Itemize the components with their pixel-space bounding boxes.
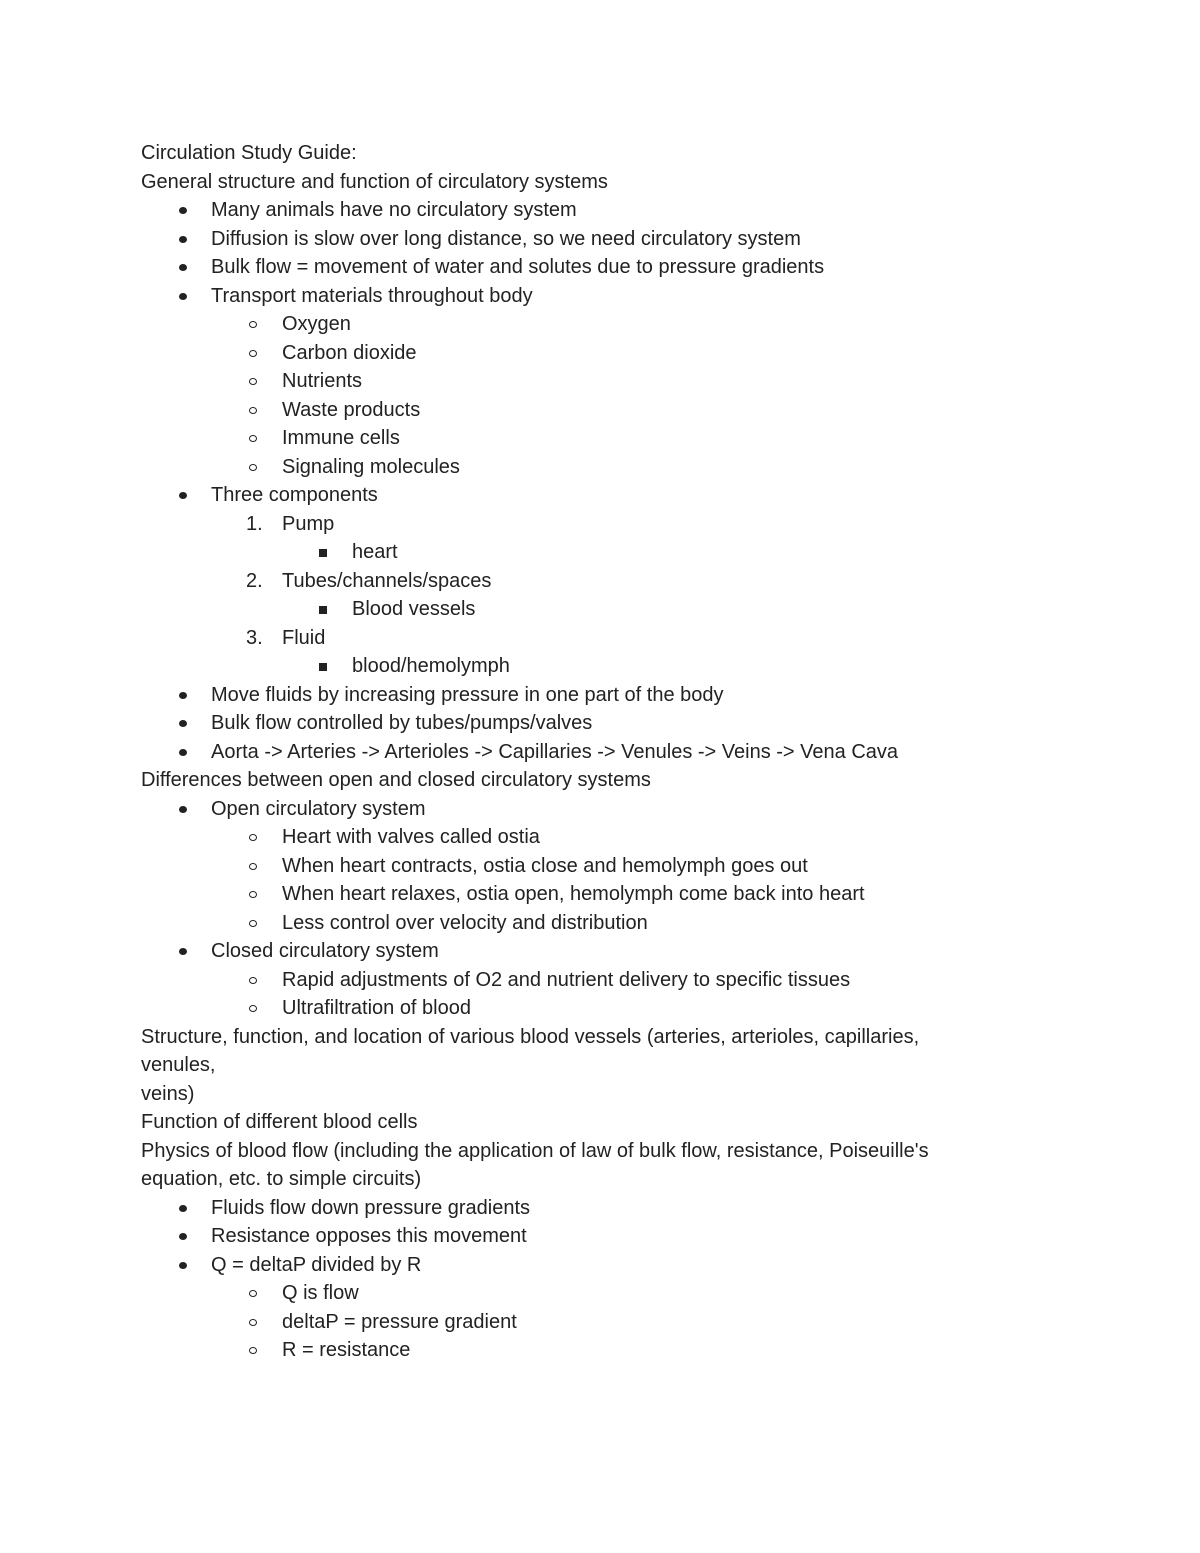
section-heading: Structure, function, and location of various blood vessels (arteries, arterioles, capillaries, [141, 1025, 920, 1048]
bullet-circle-icon [249, 350, 257, 357]
list-item-text: Diffusion is slow over long distance, so we need circulatory system [211, 227, 801, 250]
list-item-text: Resistance opposes this movement [211, 1225, 527, 1247]
sub-list-item-text: Oxygen [282, 313, 351, 335]
sub-list-item-text: deltaP = pressure gradient [282, 1310, 517, 1333]
bullet-disc-icon [179, 1205, 187, 1212]
sub-list-item-text: R = resistance [282, 1339, 411, 1361]
bullet-disc-icon [179, 749, 187, 756]
bullet-circle-icon [249, 977, 257, 984]
numbered-item-text: Fluid [282, 626, 326, 649]
list-item-text: Open circulatory system [211, 797, 426, 820]
bullet-disc-icon [179, 264, 187, 271]
sub-list-item [0, 1336, 1200, 1365]
sub-list-item [0, 453, 1200, 482]
bullet-circle-icon [249, 464, 257, 471]
list-item [0, 709, 1200, 738]
sub-list-item [0, 1308, 1200, 1337]
list-item [0, 1194, 1200, 1223]
bullet-circle-icon [249, 1290, 257, 1297]
list-item-text: Q = deltaP divided by R [211, 1253, 422, 1276]
section-heading-continued: veins) [141, 1082, 195, 1105]
bullet-disc-icon [179, 293, 187, 300]
item-number: 1. [246, 512, 263, 535]
bullet-circle-icon [249, 378, 257, 385]
sub-list-item-text: When heart relaxes, ostia open, hemolymph come back into heart [282, 883, 865, 905]
list-item [0, 795, 1200, 824]
bullet-square-icon [319, 549, 327, 557]
bullet-circle-icon [249, 920, 257, 927]
bullet-circle-icon [249, 1347, 257, 1354]
document-page [0, 139, 1200, 1365]
list-item-text: Three components [211, 484, 378, 506]
sub-list-item-text: Waste products [282, 398, 421, 421]
sub-list-item [0, 396, 1200, 425]
list-item [0, 253, 1200, 282]
bullet-circle-icon [249, 1319, 257, 1326]
bullet-circle-icon [249, 1005, 257, 1012]
sub-list-item [0, 1279, 1200, 1308]
bullet-circle-icon [249, 834, 257, 841]
bullet-square-icon [319, 606, 327, 614]
sub-list-item [0, 823, 1200, 852]
list-item [0, 282, 1200, 311]
list-item-text: Move fluids by increasing pressure in one part of the body [211, 683, 724, 706]
sub-list-item [0, 424, 1200, 453]
detail-item-text: heart [352, 541, 398, 563]
list-item-text: Bulk flow controlled by tubes/pumps/valves [211, 712, 593, 734]
bullet-disc-icon [179, 207, 187, 214]
list-item [0, 1222, 1200, 1251]
bullet-disc-icon [179, 948, 187, 955]
section-heading: Differences between open and closed circulatory systems [141, 769, 651, 791]
item-number: 2. [246, 569, 263, 592]
list-item-text: Aorta -> Arteries -> Arterioles -> Capillaries -> Venules -> Veins -> Vena Cava [211, 740, 899, 763]
bullet-disc-icon [179, 492, 187, 499]
bullet-disc-icon [179, 1233, 187, 1240]
numbered-item [0, 624, 1200, 653]
list-item [0, 681, 1200, 710]
bullet-disc-icon [179, 236, 187, 243]
section-heading-continued: equation, etc. to simple circuits) [141, 1168, 422, 1190]
bullet-disc-icon [179, 1262, 187, 1269]
numbered-item [0, 567, 1200, 596]
numbered-item-text: Tubes/channels/spaces [282, 569, 492, 592]
bullet-disc-icon [179, 806, 187, 813]
sub-list-item [0, 909, 1200, 938]
list-item-text: Bulk flow = movement of water and solutes due to pressure gradients [211, 256, 825, 278]
bullet-disc-icon [179, 720, 187, 727]
list-item-text: Fluids flow down pressure gradients [211, 1196, 531, 1219]
sub-list-item-text: Signaling molecules [282, 455, 460, 478]
detail-item [0, 538, 1200, 567]
sub-list-item-text: Immune cells [282, 427, 400, 449]
list-item [0, 1251, 1200, 1280]
list-item [0, 481, 1200, 510]
sub-list-item-text: When heart contracts, ostia close and hemolymph goes out [282, 854, 808, 877]
sub-list-item [0, 367, 1200, 396]
sub-list-item [0, 339, 1200, 368]
sub-list-item [0, 880, 1200, 909]
list-item-text: Transport materials throughout body [211, 284, 533, 307]
bullet-circle-icon [249, 863, 257, 870]
section-heading: General structure and function of circulatory systems [141, 170, 608, 193]
sub-list-item-text: Ultrafiltration of blood [282, 997, 471, 1019]
detail-item-text: Blood vessels [352, 598, 476, 620]
sub-list-item-text: Less control over velocity and distribution [282, 911, 648, 934]
numbered-item-text: Pump [282, 512, 335, 535]
sub-list-item-text: Heart with valves called ostia [282, 826, 540, 848]
section-heading: Physics of blood flow (including the application of law of bulk flow, resistance, Poiseuille's [141, 1139, 929, 1162]
sub-list-item [0, 994, 1200, 1023]
bullet-circle-icon [249, 891, 257, 898]
item-number: 3. [246, 626, 263, 649]
numbered-item [0, 510, 1200, 539]
list-item [0, 937, 1200, 966]
document-title: Circulation Study Guide: [141, 142, 357, 164]
sub-list-item [0, 966, 1200, 995]
section-heading: Function of different blood cells [141, 1111, 418, 1133]
sub-list-item-text: Nutrients [282, 370, 363, 392]
list-item [0, 196, 1200, 225]
bullet-square-icon [319, 663, 327, 671]
bullet-circle-icon [249, 321, 257, 328]
list-item-text: Closed circulatory system [211, 940, 439, 962]
detail-item-text: blood/hemolymph [352, 655, 510, 677]
bullet-circle-icon [249, 407, 257, 414]
bullet-disc-icon [179, 692, 187, 699]
sub-list-item-text: Rapid adjustments of O2 and nutrient delivery to specific tissues [282, 968, 851, 991]
bullet-circle-icon [249, 435, 257, 442]
sub-list-item-text: Carbon dioxide [282, 341, 417, 364]
sub-list-item [0, 310, 1200, 339]
detail-item [0, 595, 1200, 624]
list-item [0, 225, 1200, 254]
sub-list-item-text: Q is flow [282, 1282, 359, 1304]
list-item-text: Many animals have no circulatory system [211, 199, 577, 221]
section-heading-continued: venules, [141, 1054, 216, 1076]
list-item [0, 738, 1200, 767]
detail-item [0, 652, 1200, 681]
sub-list-item [0, 852, 1200, 881]
